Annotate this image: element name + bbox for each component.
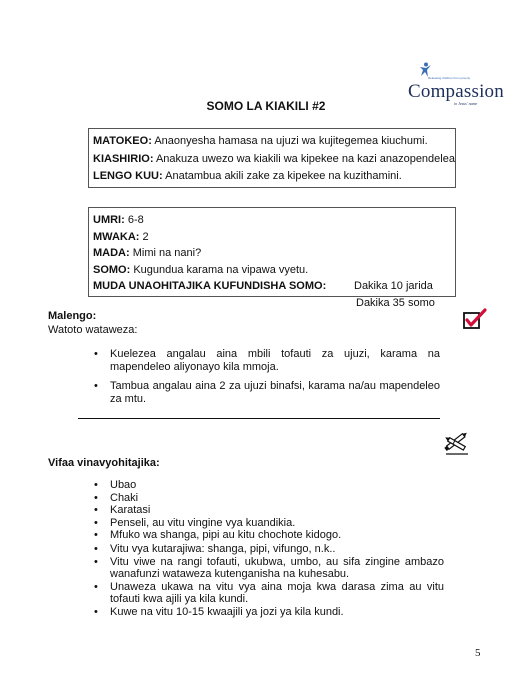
list-item: • Mfuko wa shanga, pipi au kitu chochote kidogo.: [94, 529, 444, 542]
duration-label: MUDA UNAOHITAJIKA KUFUNDISHA SOMO:: [93, 280, 327, 292]
duration-line: [93, 278, 451, 295]
page-number: 5: [475, 647, 481, 659]
list-item: • Ubao: [94, 479, 444, 492]
objectives-intro: Watoto wataweza:: [48, 324, 138, 336]
materials-heading: Vifaa vinavyohitajika:: [48, 457, 160, 469]
page-title: SOMO LA KIAKILI #2: [206, 99, 326, 113]
year-line: [93, 229, 451, 246]
outcome-label: MATOKEO:: [93, 135, 152, 147]
lesson-line: [93, 262, 451, 279]
materials-sublist: [94, 543, 444, 619]
lesson-info-box: [88, 207, 456, 309]
list-item: • Kuelezea angalau aina mbili tofauti za ujuzi, karama na mapendeleo aliyonayo kila mmoja.: [94, 348, 440, 373]
main-goal-line: [93, 168, 451, 186]
outcome-box: [88, 128, 456, 188]
age-value: 6-8: [124, 214, 144, 226]
outcome-text: Anaonyesha hamasa na ujuzi wa kujitegemea kiuchumi.: [151, 135, 428, 147]
topic-label: MADA:: [93, 247, 130, 259]
list-item: • Karatasi: [94, 504, 444, 517]
sub-list-item: • Vitu vya kutarajiwa: shanga, pipi, vifungo, n.k..: [94, 543, 444, 556]
year-label: MWAKA:: [93, 230, 140, 243]
age-label: UMRI:: [93, 214, 125, 226]
materials-list: [94, 479, 444, 619]
list-item: • Tambua angalau aina 2 za ujuzi binafsi, karama na/au mapendeleo za mtu.: [94, 380, 440, 405]
duration-journal: Dakika 10 jarida: [354, 280, 433, 292]
topic-value: Mimi na nani?: [129, 247, 202, 259]
indicator-line: [93, 151, 455, 169]
main-goal-text: Anatambua akili zake za kipekee na kuzithamini.: [162, 170, 402, 182]
lesson-label: SOMO:: [93, 263, 131, 276]
main-goal-label: LENGO KUU:: [93, 170, 163, 182]
list-item: • Chaki: [94, 492, 444, 505]
list-item: • Penseli, au vitu vingine vya kuandikia.: [94, 517, 444, 530]
logo-tagline: Releasing children from poverty: [428, 76, 471, 80]
lesson-value: Kugundua karama na vipawa vyetu.: [130, 263, 309, 276]
topic-line: [93, 245, 451, 262]
sub-list-item: • Vitu viwe na rangi tofauti, ukubwa, umbo, au sifa zingine ambazo wanafunzi wataweza kutenganisha na kuhesabu.: [94, 556, 444, 581]
logo-subline: in Jesus' name: [454, 101, 478, 106]
indicator-text: Anakuza uwezo wa kiakili wa kipekee na kazi anazopendelea: [153, 152, 455, 165]
year-value: 2: [139, 230, 149, 243]
outcome-line: [93, 133, 451, 151]
duration-lesson: Dakika 35 somo: [356, 296, 435, 309]
sub-list-item: • Unaweza ukawa na vitu vya aina moja kwa darasa zima au vitu tofauti kwa ajili ya kila kundi.: [94, 581, 444, 606]
indicator-label: KIASHIRIO:: [93, 152, 154, 165]
logo-wordmark: Compassion: [408, 81, 504, 102]
objectives-list: [94, 348, 440, 412]
age-line: [93, 212, 451, 229]
section-divider: [78, 418, 440, 419]
duration-line-2: [93, 295, 451, 312]
list-item-nested: [94, 543, 444, 619]
pencil-crayon-icon: [442, 430, 472, 456]
objectives-heading: Malengo:: [48, 310, 97, 322]
sub-list-item: • Kuwe na vitu 10-15 kwaajili ya jozi ya kila kundi.: [94, 606, 444, 619]
checkbox-check-icon: [463, 308, 487, 330]
